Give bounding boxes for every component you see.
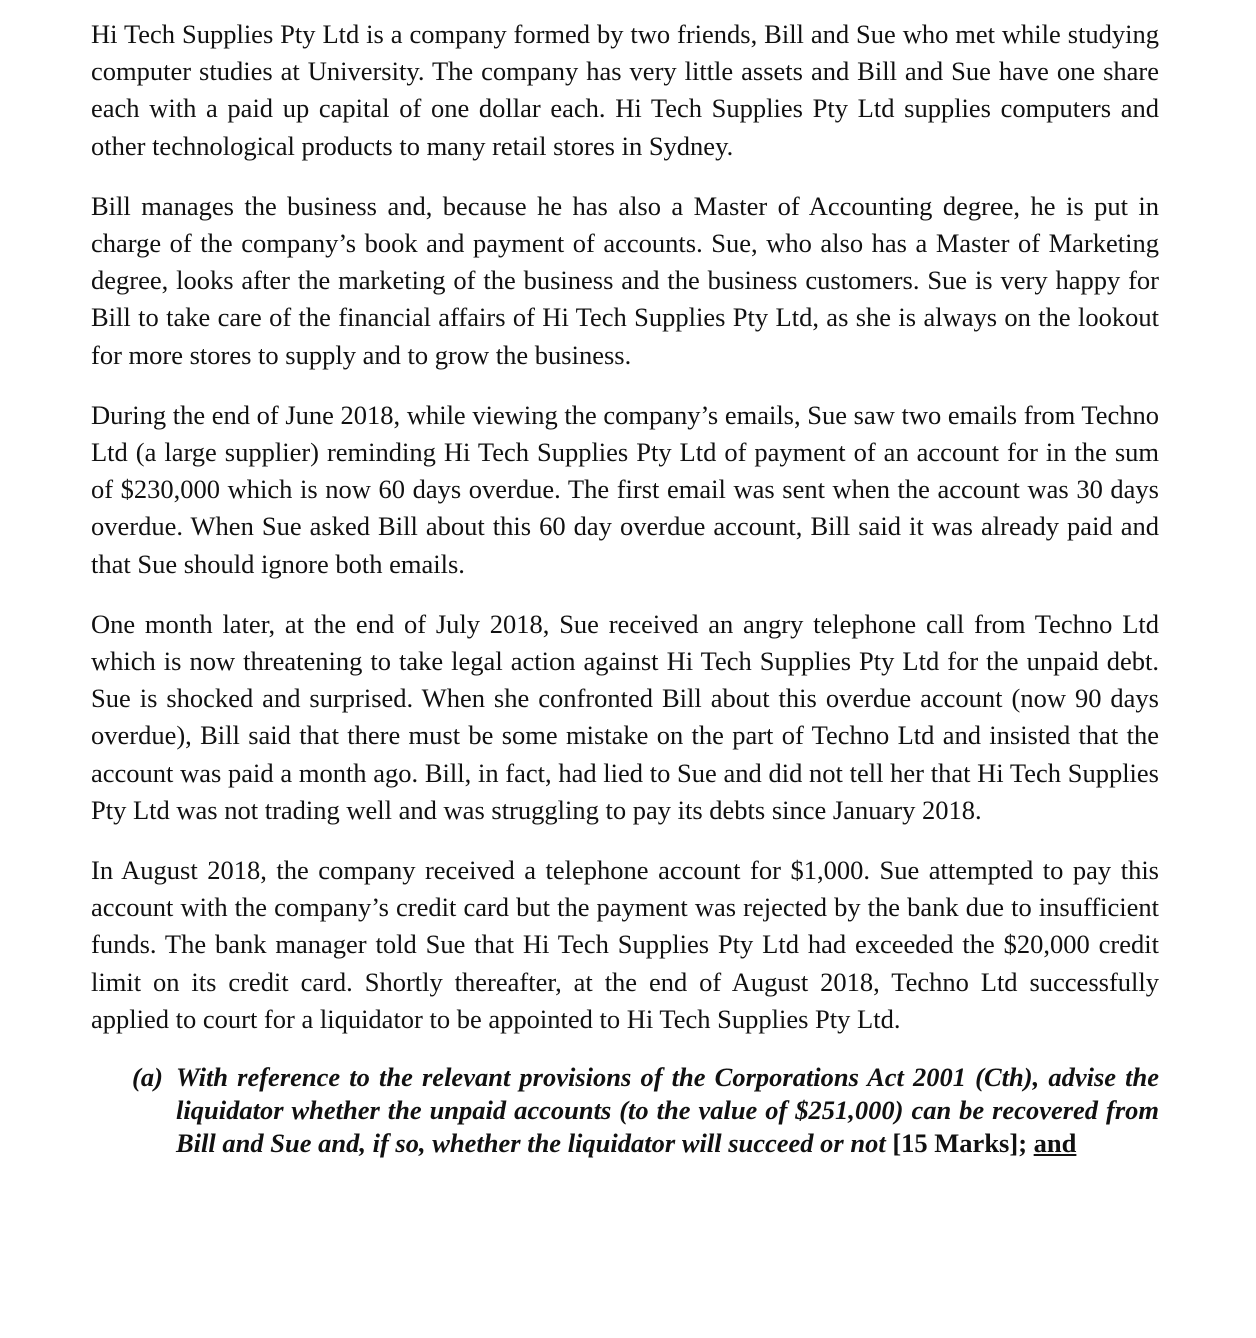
question-text: With reference to the relevant provisions of the Corporations Act 2001 (Cth), advise the liquidator whether the unpaid accounts (to the value of $251,000) can be recovered from Bill and Sue and, if so, whether the liquidator will succeed or not bbox=[176, 1062, 1159, 1159]
document-page bbox=[91, 16, 1159, 1160]
paragraph-roles: Bill manages the business and, because he has also a Master of Accounting degree, he is put in charge of the company’s book and payment of accounts. Sue, who also has a Master of Marketing degree, looks after the marketing of the business and the business customers. Sue is very happy for Bill to take care of the financial affairs of Hi Tech Supplies Pty Ltd, as she is always on the lookout for more stores to supply and to grow the business. bbox=[91, 190, 1159, 370]
paragraph-company-background: Hi Tech Supplies Pty Ltd is a company formed by two friends, Bill and Sue who met while studying computer studies at University. The company has very little assets and Bill and Sue have one share each with a paid up capital of one dollar each. Hi Tech Supplies Pty Ltd supplies computers and other technological products to many retail stores in Sydney. bbox=[91, 19, 1159, 161]
question-marks: [15 Marks]; bbox=[892, 1128, 1028, 1159]
paragraph-july-call: One month later, at the end of July 2018, Sue received an angry telephone call from Techno Ltd which is now threatening to take legal action against Hi Tech Supplies Pty Ltd for the unpaid debt. Sue is shocked and surprised. When she confronted Bill about this overdue account (now 90 days overdue), Bill said that there must be some mistake on the part of Techno Ltd and insisted that the account was paid a month ago. Bill, in fact, had lied to Sue and did not tell her that Hi Tech Supplies Pty Ltd was not trading well and was struggling to pay its debts since January 2018. bbox=[91, 608, 1159, 825]
question-conjunction: and bbox=[1033, 1128, 1077, 1159]
question-a bbox=[132, 1061, 1159, 1160]
paragraph-august-liquidation: In August 2018, the company received a telephone account for $1,000. Sue attempted to pay this account with the company’s credit card but the payment was rejected by the bank due to insufficient funds. The bank manager told Sue that Hi Tech Supplies Pty Ltd had exceeded the $20,000 credit limit on its credit card. Shortly thereafter, at the end of August 2018, Techno Ltd successfully applied to court for a liquidator to be appointed to Hi Tech Supplies Pty Ltd. bbox=[91, 855, 1159, 1034]
paragraph-june-emails: During the end of June 2018, while viewing the company’s emails, Sue saw two emails from Techno Ltd (a large supplier) reminding Hi Tech Supplies Pty Ltd of payment of an account for in the sum of $230,000 which is now 60 days overdue. The first email was sent when the account was 30 days overdue. When Sue asked Bill about this 60 day overdue account, Bill said it was already paid and that Sue should ignore both emails. bbox=[91, 399, 1159, 579]
question-body bbox=[176, 1061, 1159, 1160]
question-label: (a) bbox=[132, 1062, 163, 1093]
